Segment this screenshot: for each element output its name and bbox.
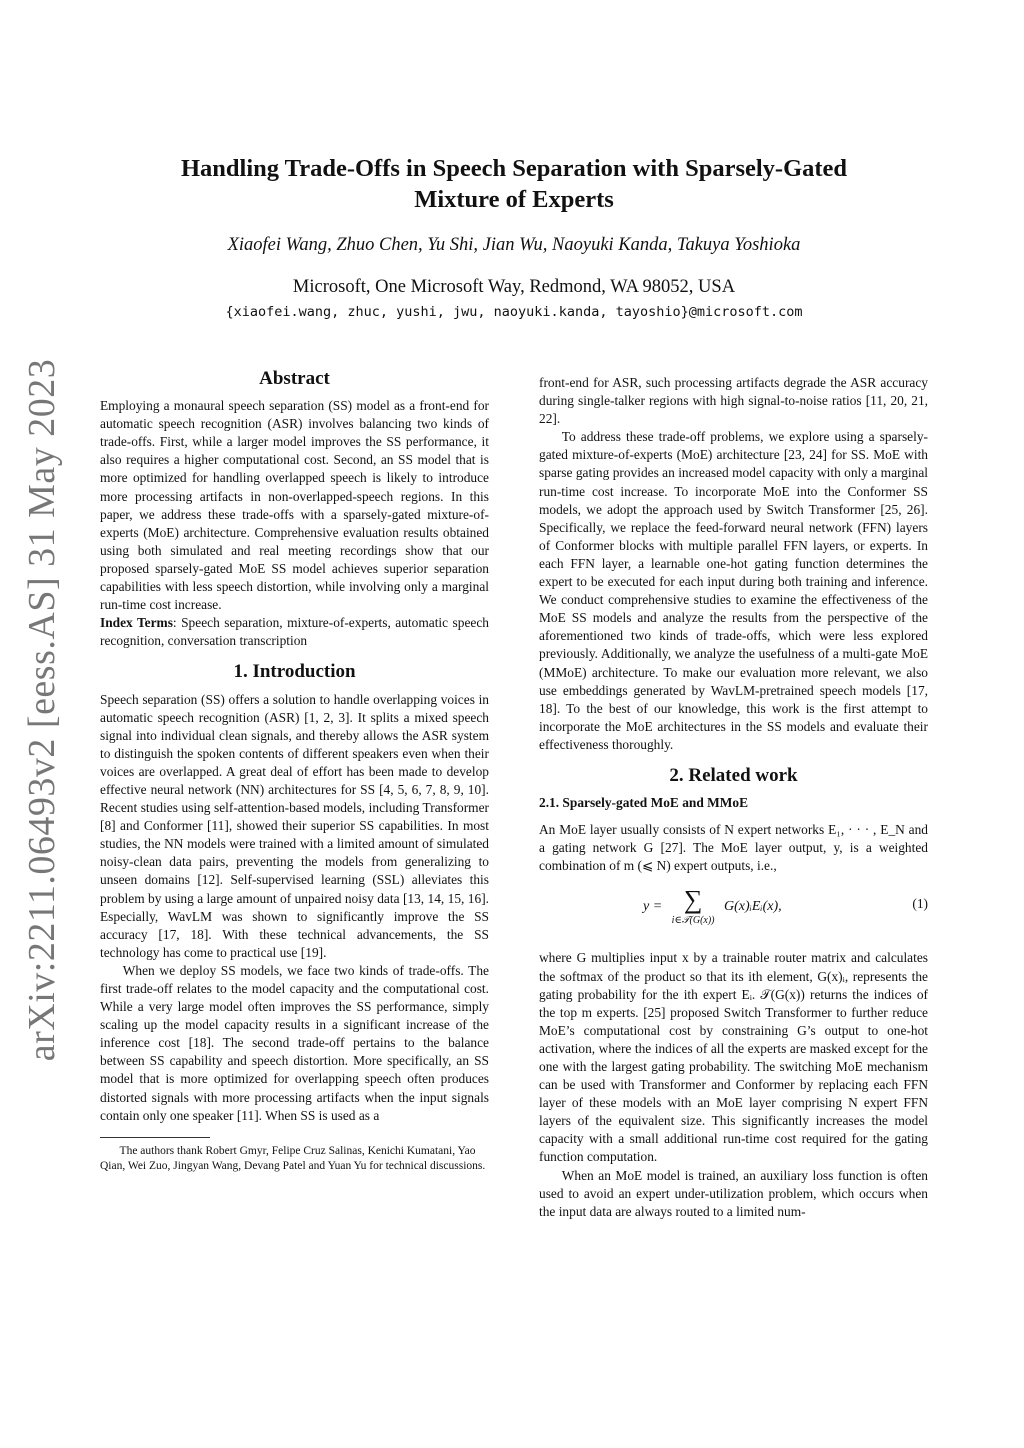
right-paragraph-2: To address these trade-off problems, we explore using a sparsely-gated mixture-of-experts (MoE) architecture [23, 24] for SS. MoE with sparse gating provides an increased model capacity with only a marginal run-time cost increase. To incorporate MoE into the Conformer SS models, we adopt the approach used by Switch Transformer [25, 26]. Specifically, we replace the feed-forward neural network (FFN) layers of Conformer blocks with multiple parallel FFN layers, or experts. In each FFN layer, a learnable one-hot gating function determines the expert to be executed for each input during both training and inference. We conduct comprehensive studies to examine the effectiveness of the MoE SS models and analyze the results from the perspective of the aforementioned two kinds of trade-offs, which were less explored previously. Additionally, we analyze the usefulness of a multi-gate MoE (MMoE) architecture. To make our evaluation more relevant, we also use embeddings generated by WavLM-pretrained speech models [17, 18]. To the best of our knowledge, this work is the first attempt to incorporate the MoE architectures in the SS models and evaluate their effectiveness thoroughly. <box>539 429 928 752</box>
email-list: {xiaofei.wang, zhuc, yushi, jwu, naoyuki.kanda, tayoshio}@microsoft.com <box>225 304 803 320</box>
affiliation: Microsoft, One Microsoft Way, Redmond, WA 98052, USA <box>292 277 736 297</box>
intro-paragraph-2: When we deploy SS models, we face two kinds of trade-offs. The first trade-off relates to the model capacity and the computational cost. While a very large model often improves the SS performance, simply scaling up the model capacity results in a significant increase of the inference cost [18]. The second trade-off pertains to the balance between SS capability and speech distortion. More specifically, an SS model that is more optimized for overlapping speech often produces distorted signals with more processing artifacts when the input signals contain only one speaker [11]. When SS is used as a <box>100 962 489 1123</box>
related-work-heading: 2. Related work <box>669 764 798 786</box>
left-column <box>100 370 489 1175</box>
intro-paragraph-1: Speech separation (SS) offers a solution to handle overlapping voices in automatic speech recognition (ASR) [1, 2, 3]. It splits a mixed speech signal into individual clean signals, and thereby allows the ASR system to distinguish the spoken contents of different speakers even when their voices are overlapped. A great deal of effort has been made to develop effective neural network (NN) architectures for SS [4, 5, 6, 7, 8, 9, 10]. Recent studies using self-attention-based models, including Transformer [8] and Conformer [11], showed their superior SS capabilities. In most studies, the NN models were trained with a limited amount of simulated noisy-clean data pairs, preventing the models from generalizing to unseen domains [12]. Self-supervised learning (SSL) alleviates this problem by using a large amount of unpaired noisy data [13, 14, 15, 16]. Especially, WavLM was shown to significantly improve the SS accuracy [17, 18]. With these technical advancements, the SS technology has come to practical use [19]. <box>100 691 489 960</box>
right-column <box>539 374 928 1221</box>
arxiv-sidebar <box>12 330 72 1090</box>
equation-rhs: G(x)ᵢEᵢ(x), <box>724 899 782 915</box>
index-terms <box>100 614 489 650</box>
arxiv-identifier: arXiv:2211.06493v2 [eess.AS] 31 May 2023 <box>21 358 63 1062</box>
footnote-rule <box>100 1137 210 1138</box>
index-terms-text: : Speech separation, mixture-of-experts, automatic speech recognition, conversation transcription <box>100 615 489 649</box>
index-terms-label: Index Terms <box>100 615 173 631</box>
title-line-2: Mixture of Experts <box>414 186 614 213</box>
summation-sign: ∑ <box>683 885 703 915</box>
author-list: Xiaofei Wang, Zhuo Chen, Yu Shi, Jian Wu, Naoyuki Kanda, Takuya Yoshioka <box>227 235 801 255</box>
abstract-heading: Abstract <box>259 368 330 389</box>
equation-lhs: y = <box>643 899 663 915</box>
summation-index: i∈𝒯(G(x)) <box>671 914 715 926</box>
auxiliary-loss-paragraph: When an MoE model is trained, an auxiliary loss function is often used to avoid an expert under-utilization problem, which occurs when the input data are always routed to a limited num- <box>539 1167 928 1219</box>
equation-1 <box>539 883 928 939</box>
footnote: The authors thank Robert Gmyr, Felipe Cruz Salinas, Kenichi Kumatani, Yao Qian, Wei Zuo, Jingyan Wang, Devang Patel and Yuan Yu for technical discussions. <box>100 1144 486 1173</box>
title-line-1: Handling Trade-Offs in Speech Separation with Sparsely-Gated <box>180 155 848 182</box>
equation-body <box>643 887 782 926</box>
moe-paragraph: An MoE layer usually consists of N expert networks E₁, · · · , E_N and a gating network G [27]. The MoE layer output, y, is a weighted combination of m (⩽ N) expert outputs, i.e., <box>539 822 928 874</box>
subsection-heading: 2.1. Sparsely-gated MoE and MMoE <box>539 795 749 811</box>
abstract-text: Employing a monaural speech separation (SS) model as a front-end for automatic speech recognition (ASR) involves balancing two kinds of trade-offs. First, while a larger model improves the SS performance, it also requires a higher computational cost. Second, an SS model that is more optimized for handling overlapped speech is likely to introduce more processing artifacts in non-overlapped-speech regions. In this paper, we address these trade-offs with a sparsely-gated mixture-of-experts (MoE) architecture. Comprehensive evaluation results obtained using both simulated and real meeting recordings show that our proposed sparsely-gated MoE SS model achieves superior separation capabilities with less speech distortion, while involving only a marginal run-time cost increase. <box>100 398 489 613</box>
paper-title <box>100 153 928 215</box>
gating-paragraph: where G multiplies input x by a trainable router matrix and calculates the softmax of the product so that its ith element, G(x)ᵢ, represents the gating probability for the ith expert Eᵢ. 𝒯(G(x)) returns the indices of the top m experts. [25] proposed Switch Transformer to further reduce MoE’s computational cost by constraining G’s output to one-hot activation, where the indices of all the experts are masked except for the one with the largest gating probability. The switching MoE mechanism can be used with Transformer and Conformer by replacing each FFN layer of these models with an MoE layer comprising N expert FFN layers of the equivalent size. This significantly increases the model capacity with a small additional run-time cost required for the gating function computation. <box>539 950 928 1165</box>
introduction-heading: 1. Introduction <box>233 661 356 683</box>
summation <box>672 887 715 926</box>
equation-number: (1) <box>912 896 928 912</box>
right-paragraph-1: front-end for ASR, such processing artifacts degrade the ASR accuracy during single-talker regions with high signal-to-noise ratios [11, 20, 21, 22]. <box>539 375 928 427</box>
